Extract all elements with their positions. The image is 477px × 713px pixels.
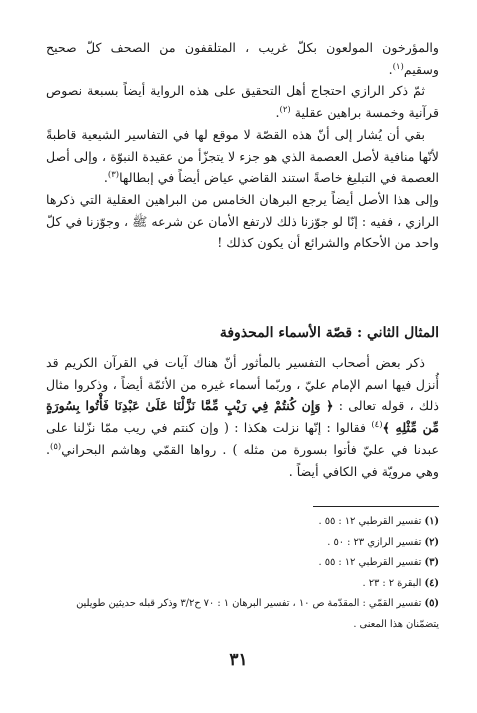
footnote-text: تفسير القرطبي ١٢ : ٥٥ . (318, 516, 422, 527)
footnote-number: (٢) (424, 536, 439, 548)
paragraph-text: ذكر بعض أصحاب التفسير بالمأثور أنّ هناك آيات في القرآن الكريم قد أُنزل فيها اسم الإمام عليّ ، وربّما أسماء غيره من الأئمّة أيضاً ، وذكروا مثال ذلك ، قوله تعالى : (46, 355, 439, 414)
footnote-ref: (٣) (107, 170, 120, 181)
footnote-item (46, 574, 439, 595)
footnote-text: تفسير الرازي ٢٣ : ٥٠ . (327, 536, 422, 548)
paragraph-text: بقي أن يُشار إلى أنّ هذه القصّة لا موقع لها في التفاسير الشيعية قاطبةً لأنّها منافية لأصل العصمة الذي هو جزء لا يتجزّأ من عقيدة النبوّة ، وإلى أصل العصمة في التبليغ خاصةً استند القاضي عياض أيضاً في إبطالها (46, 126, 439, 186)
footnote-divider (313, 506, 439, 507)
section-heading: المثال الثاني : قصّة الأسماء المحذوفة (219, 325, 439, 341)
page-number: ٣١ (229, 650, 248, 670)
footnote-item (46, 594, 439, 635)
footnote-ref: (٥) (50, 441, 62, 452)
footnote-number: (١) (424, 516, 439, 527)
paragraph-end: . (275, 105, 280, 121)
paragraph (46, 189, 439, 254)
main-text-bottom (46, 352, 439, 482)
footnote-ref: (٢) (279, 104, 291, 115)
footnote-ref: (١) (392, 61, 404, 72)
paragraph-text: فقالوا : إنّها نزلت هكذا : ( وإن كنتم في ريب ممّا نزّلنا على عبدنا في عليّ فأتوا بسورة من مثله ) . رواها القمّي وهاشم البحراني (46, 420, 439, 457)
footnote-item (46, 512, 439, 533)
paragraph-end: . (103, 170, 108, 186)
paragraph (46, 37, 439, 80)
paragraph-end: . (388, 61, 393, 77)
paragraph (46, 80, 439, 123)
footnote-number: (٣) (424, 557, 439, 568)
paragraph (46, 124, 439, 189)
main-text-top (46, 37, 439, 254)
footnote-number: (٥) (424, 598, 439, 609)
quran-verse: ﴿ وَإِن كُنتُمْ فِي رَيْبٍ مِّمَّا نَزَّلْنَا عَلَىٰ عَبْدِنَا فَأْتُوا بِسُورَةٍ مِّن مِّثْلِهِ ﴾ (46, 398, 439, 436)
paragraph-text: والمؤرخون المولعون بكلّ غريب ، المتلقفون من الصحف كلّ صحيح وسقيم (46, 40, 439, 77)
paragraph (46, 352, 439, 482)
footnote-text: البقرة ٢ : ٢٣ . (362, 577, 422, 589)
footnote-number: (٤) (424, 577, 439, 589)
footnote-item (46, 553, 439, 574)
paragraph-text: وإلى هذا الأصل أيضاً يرجع البرهان الخامس من البراهين العقلية التي ذكرها الرازي ، ففيه : إنّا لو جوّزنا ذلك لارتفع الأمان عن شرعه ﷺ ، وجوّزنا في كلّ واحد من الأحكام والشرائع أن يكون كذلك ! (46, 191, 439, 251)
footnote-item (46, 533, 439, 554)
footnote-text: تفسير القرطبي ١٢ : ٥٥ . (318, 557, 422, 568)
paragraph-text: ثمّ ذكر الرازي احتجاج أهل التحقيق على هذه الرواية أيضاً بسبعة نصوص قرآنية وخمسة براهين عقلية (46, 83, 439, 121)
footnote-ref: (٤) (371, 419, 383, 430)
footnotes-list (46, 512, 439, 635)
footnote-text: تفسير القمّي : المقدّمة ص ١٠ ، تفسير البرهان ١ : ٧٠ ح٣/٢ وذكر قبله حديثين طويلين يتضمّنان هذا المعنى . (76, 598, 439, 630)
paragraph-text: . وهي مرويّة في الكافي أيضاً . (46, 441, 439, 479)
